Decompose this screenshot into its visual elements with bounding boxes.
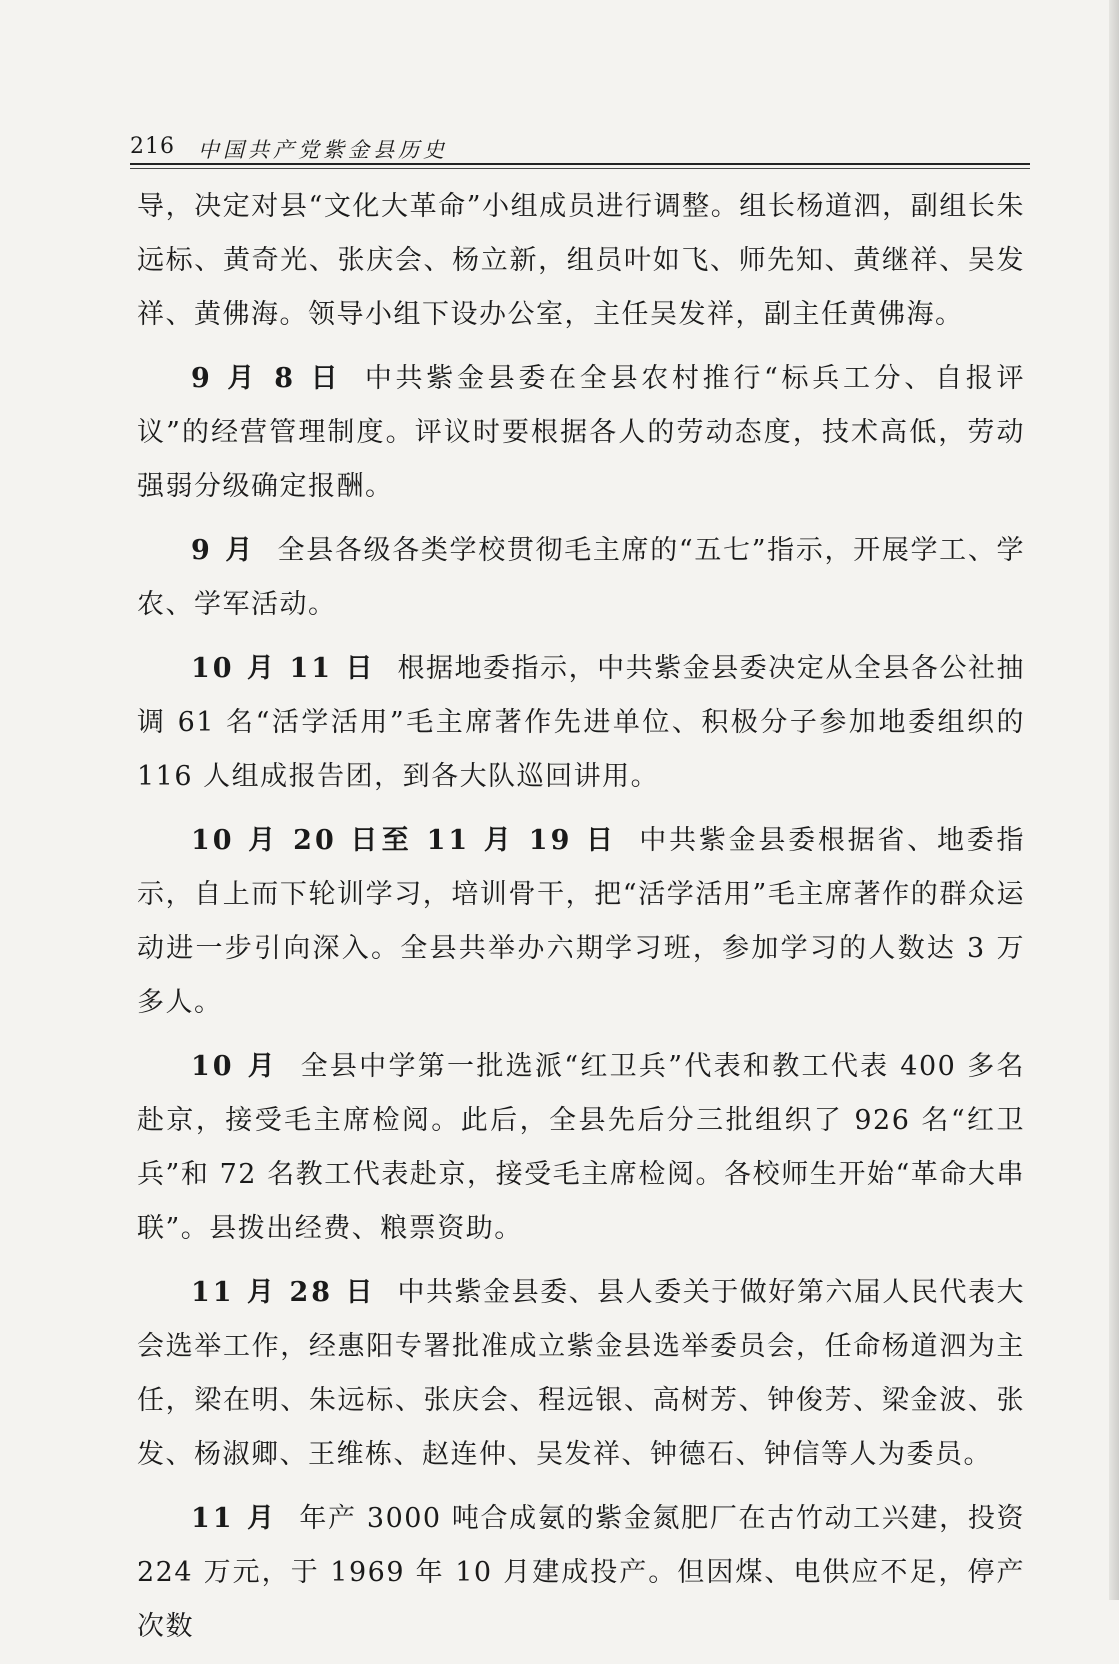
entry-text: 中共紫金县委在全县农村推行“标兵工分、自报评议”的经营管理制度。评议时要根据各人的劳动态度，技术高低，劳动强弱分级确定报酬。 bbox=[137, 363, 1025, 502]
entry-text: 全县中学第一批选派“红卫兵”代表和教工代表 400 多名赴京，接受毛主席检阅。此后，全县先后分三批组织了 926 名“红卫兵”和 72 名教工代表赴京，接受毛主席检阅。各校师生开始“革命大串联”。县拨出经费、粮票资助。 bbox=[137, 1051, 1025, 1244]
entry-date: 11 月 28 日 bbox=[191, 1277, 376, 1308]
entry-text: 年产 3000 吨合成氨的紫金氮肥厂在古竹动工兴建，投资 224 万元，于 1969 年 10 月建成投产。但因煤、电供应不足，停产次数 bbox=[137, 1503, 1025, 1642]
entry-text: 根据地委指示，中共紫金县委决定从全县各公社抽调 61 名“活学活用”毛主席著作先进单位、积极分子参加地委组织的 116 人组成报告团，到各大队巡回讲用。 bbox=[137, 653, 1026, 792]
header-rule-thick bbox=[130, 163, 1030, 165]
chronicle-entry bbox=[137, 642, 1025, 804]
entry-date: 11 月 bbox=[191, 1503, 278, 1534]
entry-date: 9 月 bbox=[191, 535, 256, 566]
chronicle-entry bbox=[137, 814, 1025, 1030]
chronicle-entry bbox=[137, 1492, 1025, 1654]
chronicle-entry bbox=[137, 524, 1025, 632]
chronicle-entry bbox=[137, 1266, 1025, 1482]
entry-date: 10 月 20 日至 11 月 19 日 bbox=[191, 825, 618, 856]
chronicle-entry bbox=[137, 1040, 1025, 1256]
entry-text: 中共紫金县委根据省、地委指示，自上而下轮训学习，培训骨干，把“活学活用”毛主席著作的群众运动进一步引向深入。全县共举办六期学习班，参加学习的人数达 3 万多人。 bbox=[137, 825, 1025, 1018]
page-header bbox=[130, 130, 1030, 166]
chronicle-entry bbox=[137, 352, 1025, 514]
entry-date: 10 月 11 日 bbox=[191, 653, 376, 684]
entry-date: 10 月 bbox=[191, 1051, 279, 1082]
entry-date: 9 月 8 日 bbox=[191, 363, 343, 394]
book-title: 中国共产党紫金县历史 bbox=[198, 138, 448, 162]
entry-text: 全县各级各类学校贯彻毛主席的“五七”指示，开展学工、学农、学军活动。 bbox=[137, 535, 1026, 620]
body-text bbox=[137, 180, 1025, 1664]
header-rule-thin bbox=[130, 168, 1030, 169]
page-edge bbox=[1109, 0, 1119, 1600]
paragraph-text: 导，决定对县“文化大革命”小组成员进行调整。组长杨道泗，副组长朱远标、黄奇光、张庆会、杨立新，组员叶如飞、师先知、黄继祥、吴发祥、黄佛海。领导小组下设办公室，主任吴发祥，副主任黄佛海。 bbox=[137, 191, 1025, 330]
entry-text: 中共紫金县委、县人委关于做好第六届人民代表大会选举工作，经惠阳专署批准成立紫金县选举委员会，任命杨道泗为主任，梁在明、朱远标、张庆会、程远银、高树芳、钟俊芳、梁金波、张发、杨淑卿、王维栋、赵连仲、吴发祥、钟德石、钟信等人为委员。 bbox=[137, 1277, 1026, 1470]
page-number: 216 bbox=[130, 134, 175, 159]
paragraph-continuation bbox=[137, 180, 1025, 342]
